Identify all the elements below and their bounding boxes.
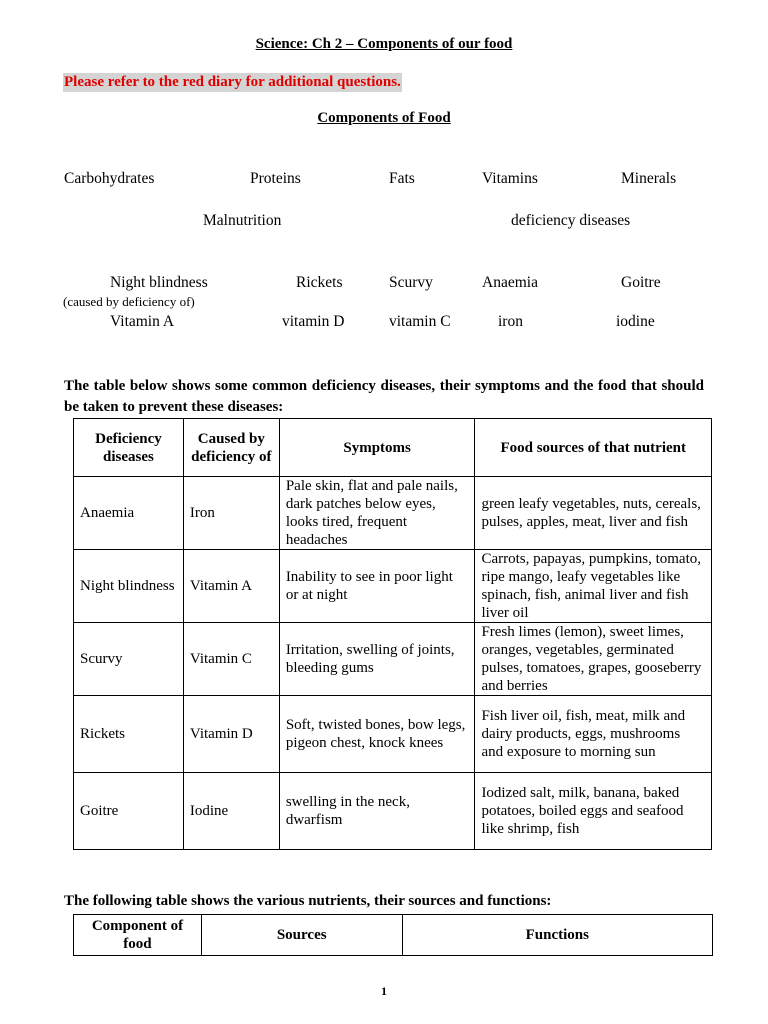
nutrient-iron: iron: [498, 313, 523, 330]
notice-highlight: Please refer to the red diary for additional questions.: [64, 74, 401, 90]
cell-sources: Fish liver oil, fish, meat, milk and dairy products, eggs, mushrooms and exposure to morning sun: [475, 696, 712, 773]
component-carbohydrates: Carbohydrates: [64, 170, 155, 187]
page-title: Science: Ch 2 – Components of our food: [255, 36, 513, 52]
cell-disease: Goitre: [74, 773, 184, 850]
header-food-sources: Food sources of that nutrient: [475, 419, 712, 477]
deficiency-table: [73, 418, 712, 850]
table-row: [74, 773, 712, 850]
cell-symptoms: Pale skin, flat and pale nails, dark patches below eyes, looks tired, frequent headaches: [279, 477, 475, 550]
branch-deficiency-diseases: deficiency diseases: [511, 212, 631, 229]
nutrient-vitamin-d: vitamin D: [282, 313, 345, 330]
table-row: [74, 696, 712, 773]
table2-intro: The following table shows the various nutrients, their sources and functions:: [64, 893, 552, 909]
component-vitamins: Vitamins: [482, 170, 538, 187]
table-row: [74, 623, 712, 696]
cell-symptoms: Irritation, swelling of joints, bleeding gums: [279, 623, 475, 696]
section-subtitle: Components of Food: [317, 110, 451, 126]
component-proteins: Proteins: [250, 170, 301, 187]
caused-by-note: (caused by deficiency of): [63, 294, 195, 309]
header-sources: Sources: [201, 915, 402, 956]
nutrient-iodine: iodine: [616, 313, 655, 330]
header-caused-by: Caused by deficiency of: [183, 419, 279, 477]
table1-intro: The table below shows some common deficiency diseases, their symptoms and the food that should be taken to prevent these diseases:: [64, 378, 704, 415]
component-fats: Fats: [389, 170, 415, 187]
table-row: [74, 550, 712, 623]
disease-rickets: Rickets: [296, 274, 343, 291]
cell-disease: Night blindness: [74, 550, 184, 623]
disease-scurvy: Scurvy: [389, 274, 433, 291]
cell-nutrient: Vitamin A: [183, 550, 279, 623]
cell-disease: Rickets: [74, 696, 184, 773]
table-row: [74, 477, 712, 550]
disease-night-blindness: Night blindness: [110, 274, 208, 291]
component-minerals: Minerals: [621, 170, 677, 187]
header-symptoms: Symptoms: [279, 419, 475, 477]
header-functions: Functions: [402, 915, 712, 956]
nutrient-vitamin-c: vitamin C: [389, 313, 451, 330]
cell-symptoms: Soft, twisted bones, bow legs, pigeon chest, knock knees: [279, 696, 475, 773]
cell-sources: Fresh limes (lemon), sweet limes, oranges, vegetables, germinated pulses, tomatoes, grapes, gooseberry and berries: [475, 623, 712, 696]
cell-sources: Iodized salt, milk, banana, baked potatoes, boiled eggs and seafood like shrimp, fish: [475, 773, 712, 850]
branch-malnutrition: Malnutrition: [203, 212, 282, 229]
cell-disease: Scurvy: [74, 623, 184, 696]
page-number: 1: [381, 984, 387, 998]
disease-goitre: Goitre: [621, 274, 661, 291]
disease-anaemia: Anaemia: [482, 274, 538, 291]
header-deficiency-diseases: Deficiency diseases: [74, 419, 184, 477]
table-header-row: [74, 915, 713, 956]
cell-symptoms: Inability to see in poor light or at night: [279, 550, 475, 623]
nutrients-table: [73, 914, 713, 956]
nutrient-vitamin-a: Vitamin A: [110, 313, 175, 330]
cell-nutrient: Vitamin D: [183, 696, 279, 773]
cell-sources: Carrots, papayas, pumpkins, tomato, ripe mango, leafy vegetables like spinach, fish, animal liver and fish liver oil: [475, 550, 712, 623]
cell-nutrient: Iron: [183, 477, 279, 550]
header-component: Component of food: [74, 915, 202, 956]
cell-symptoms: swelling in the neck, dwarfism: [279, 773, 475, 850]
cell-nutrient: Vitamin C: [183, 623, 279, 696]
cell-nutrient: Iodine: [183, 773, 279, 850]
table-header-row: [74, 419, 712, 477]
cell-disease: Anaemia: [74, 477, 184, 550]
cell-sources: green leafy vegetables, nuts, cereals, pulses, apples, meat, liver and fish: [475, 477, 712, 550]
